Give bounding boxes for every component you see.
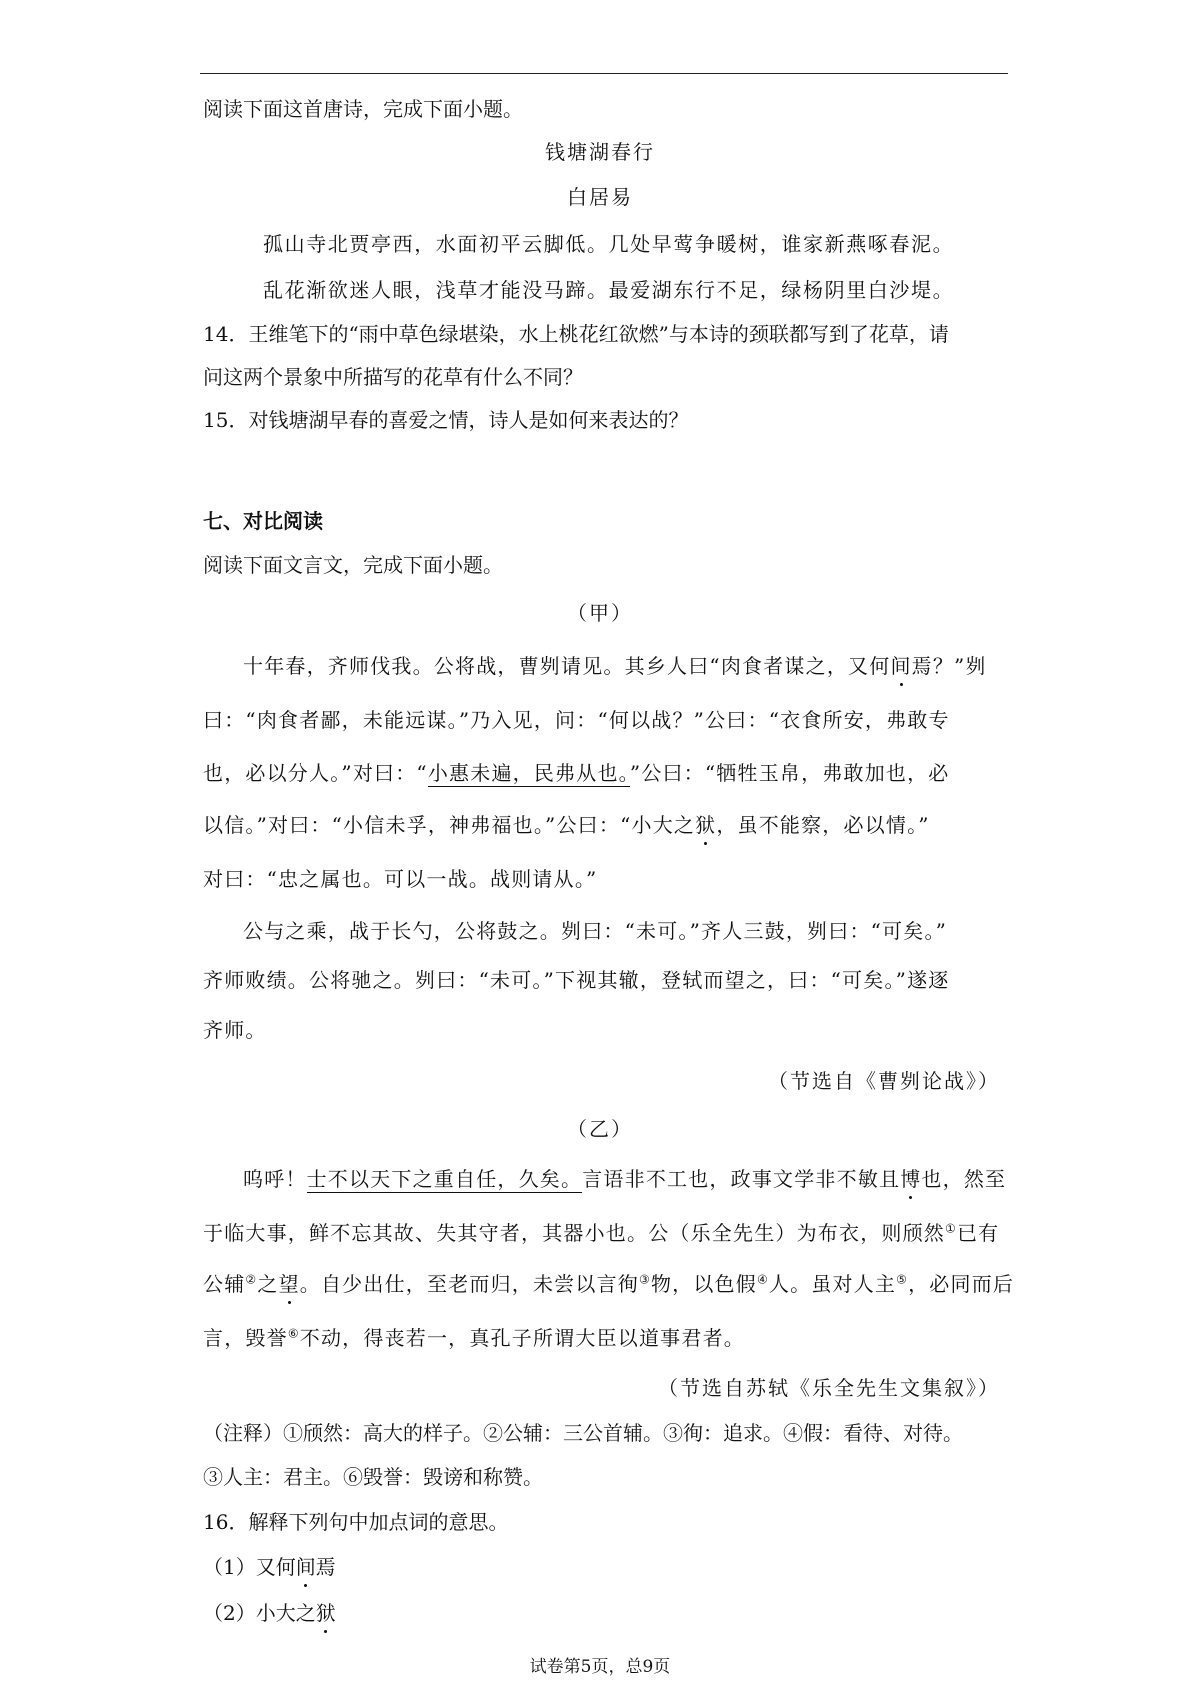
passage-jia-source: （节选自《曹刿论战》） [768,1069,1000,1093]
question-16-title: 16．解释下列句中加点词的意思。 [203,1510,509,1534]
emphasis-dot-bo: 博 [900,1167,922,1191]
emphasis-dot-yu: 狱 [695,813,717,837]
emphasis-dot-wang: 望 [278,1272,300,1296]
passage-jia-label: （甲） [567,601,633,625]
emphasis-dot-jian-q16: 间 [295,1555,316,1579]
question-14-line-1: 14．王维笔下的“雨中草色绿堪染，水上桃花红欲燃”与本诗的颈联都写到了花草，请 [203,322,949,346]
question-14-line-2: 问这两个景象中所描写的花草有什么不同？ [203,365,583,389]
question-15: 15．对钱塘湖早春的喜爱之情，诗人是如何来表达的？ [203,408,689,432]
section-7-heading: 七、对比阅读 [203,509,323,533]
poem-line-2: 乱花渐欲迷人眼，浅草才能没马蹄。最爱湖东行不足，绿杨阴里白沙堤。 [263,278,955,302]
passage-jia-line-1: 十年春，齐师伐我。公将战，曹刿请见。其乡人曰“肉食者谋之，又何间焉？”刿 [243,654,987,678]
passage-jia-line-2: 曰：“肉食者鄙，未能远谋。”乃入见，问：“何以战？”公曰：“衣食所安，弗敢专 [203,708,950,732]
passage-jia-line-5: 对曰：“忠之属也。可以一战。战则请从。” [203,867,598,891]
passage-jia-line-8: 齐师。 [203,1018,267,1042]
section-7-instruction: 阅读下面文言文，完成下面小题。 [203,553,503,577]
passage-jia-line-7: 齐师败绩。公将驰之。刿曰：“未可。”下视其辙，登轼而望之，曰：“可矣。”遂逐 [203,968,950,992]
page-footer: 试卷第5页，总9页 [529,1657,671,1677]
poem-title: 钱塘湖春行 [545,140,655,164]
passage-jia-line-4: 以信。”对曰：“小信未孚，神弗福也。”公曰：“小大之狱，虽不能察，必以情。” [203,813,930,837]
passage-jia-line-3: 也，必以分人。”对曰：“小惠未遍，民弗从也。”公曰：“牺牲玉帛，弗敢加也，必 [203,761,950,785]
emphasis-dot-yu-q16: 狱 [315,1601,336,1625]
poem-line-1: 孤山寺北贾亭西，水面初平云脚低。几处早莺争暖树，谁家新燕啄春泥。 [263,232,955,256]
passage-yi-line-4: 言，毁誉⑥不动，得丧若一，真孔子所谓大臣以道事君者。 [203,1326,745,1350]
header-rule [200,73,1008,74]
poem-author: 白居易 [567,185,633,209]
notes-line-2: ③人主：君主。⑥毁誉：毁谤和称赞。 [203,1465,543,1489]
passage-yi-line-3: 公辅②之望。自少出仕，至老而归，未尝以言徇③物，以色假④人。虽对人主⑤，必同而后 [203,1272,1015,1296]
passage-yi-line-2: 于临大事，鲜不忘其故、失其守者，其器小也。公（乐全先生）为布衣，则颀然①已有 [203,1221,1000,1245]
passage-yi-source: （节选自苏轼《乐全先生文集叙》） [658,1376,1000,1400]
question-16-item-2: （2）小大之狱 [203,1601,336,1625]
question-16-item-1: （1）又何间焉 [203,1555,336,1579]
poem-instruction: 阅读下面这首唐诗，完成下面小题。 [203,97,523,121]
emphasis-dot-jian: 间 [890,654,912,678]
passage-yi-line-1: 呜呼！士不以天下之重自任，久矣。言语非不工也，政事文学非不敏且博也，然至 [243,1167,1007,1191]
passage-jia-line-6: 公与之乘，战于长勺，公将鼓之。刿曰：“未可。”齐人三鼓，刿曰：“可矣。” [243,919,948,943]
underlined-sentence-jia: 小惠未遍，民弗从也。 [427,761,630,785]
underlined-sentence-yi: 士不以天下之重自任，久矣。 [306,1167,583,1191]
notes-line-1: （注释）①颀然：高大的样子。②公辅：三公首辅。③徇：追求。④假：看待、对待。 [203,1421,963,1445]
passage-yi-label: （乙） [567,1117,633,1141]
